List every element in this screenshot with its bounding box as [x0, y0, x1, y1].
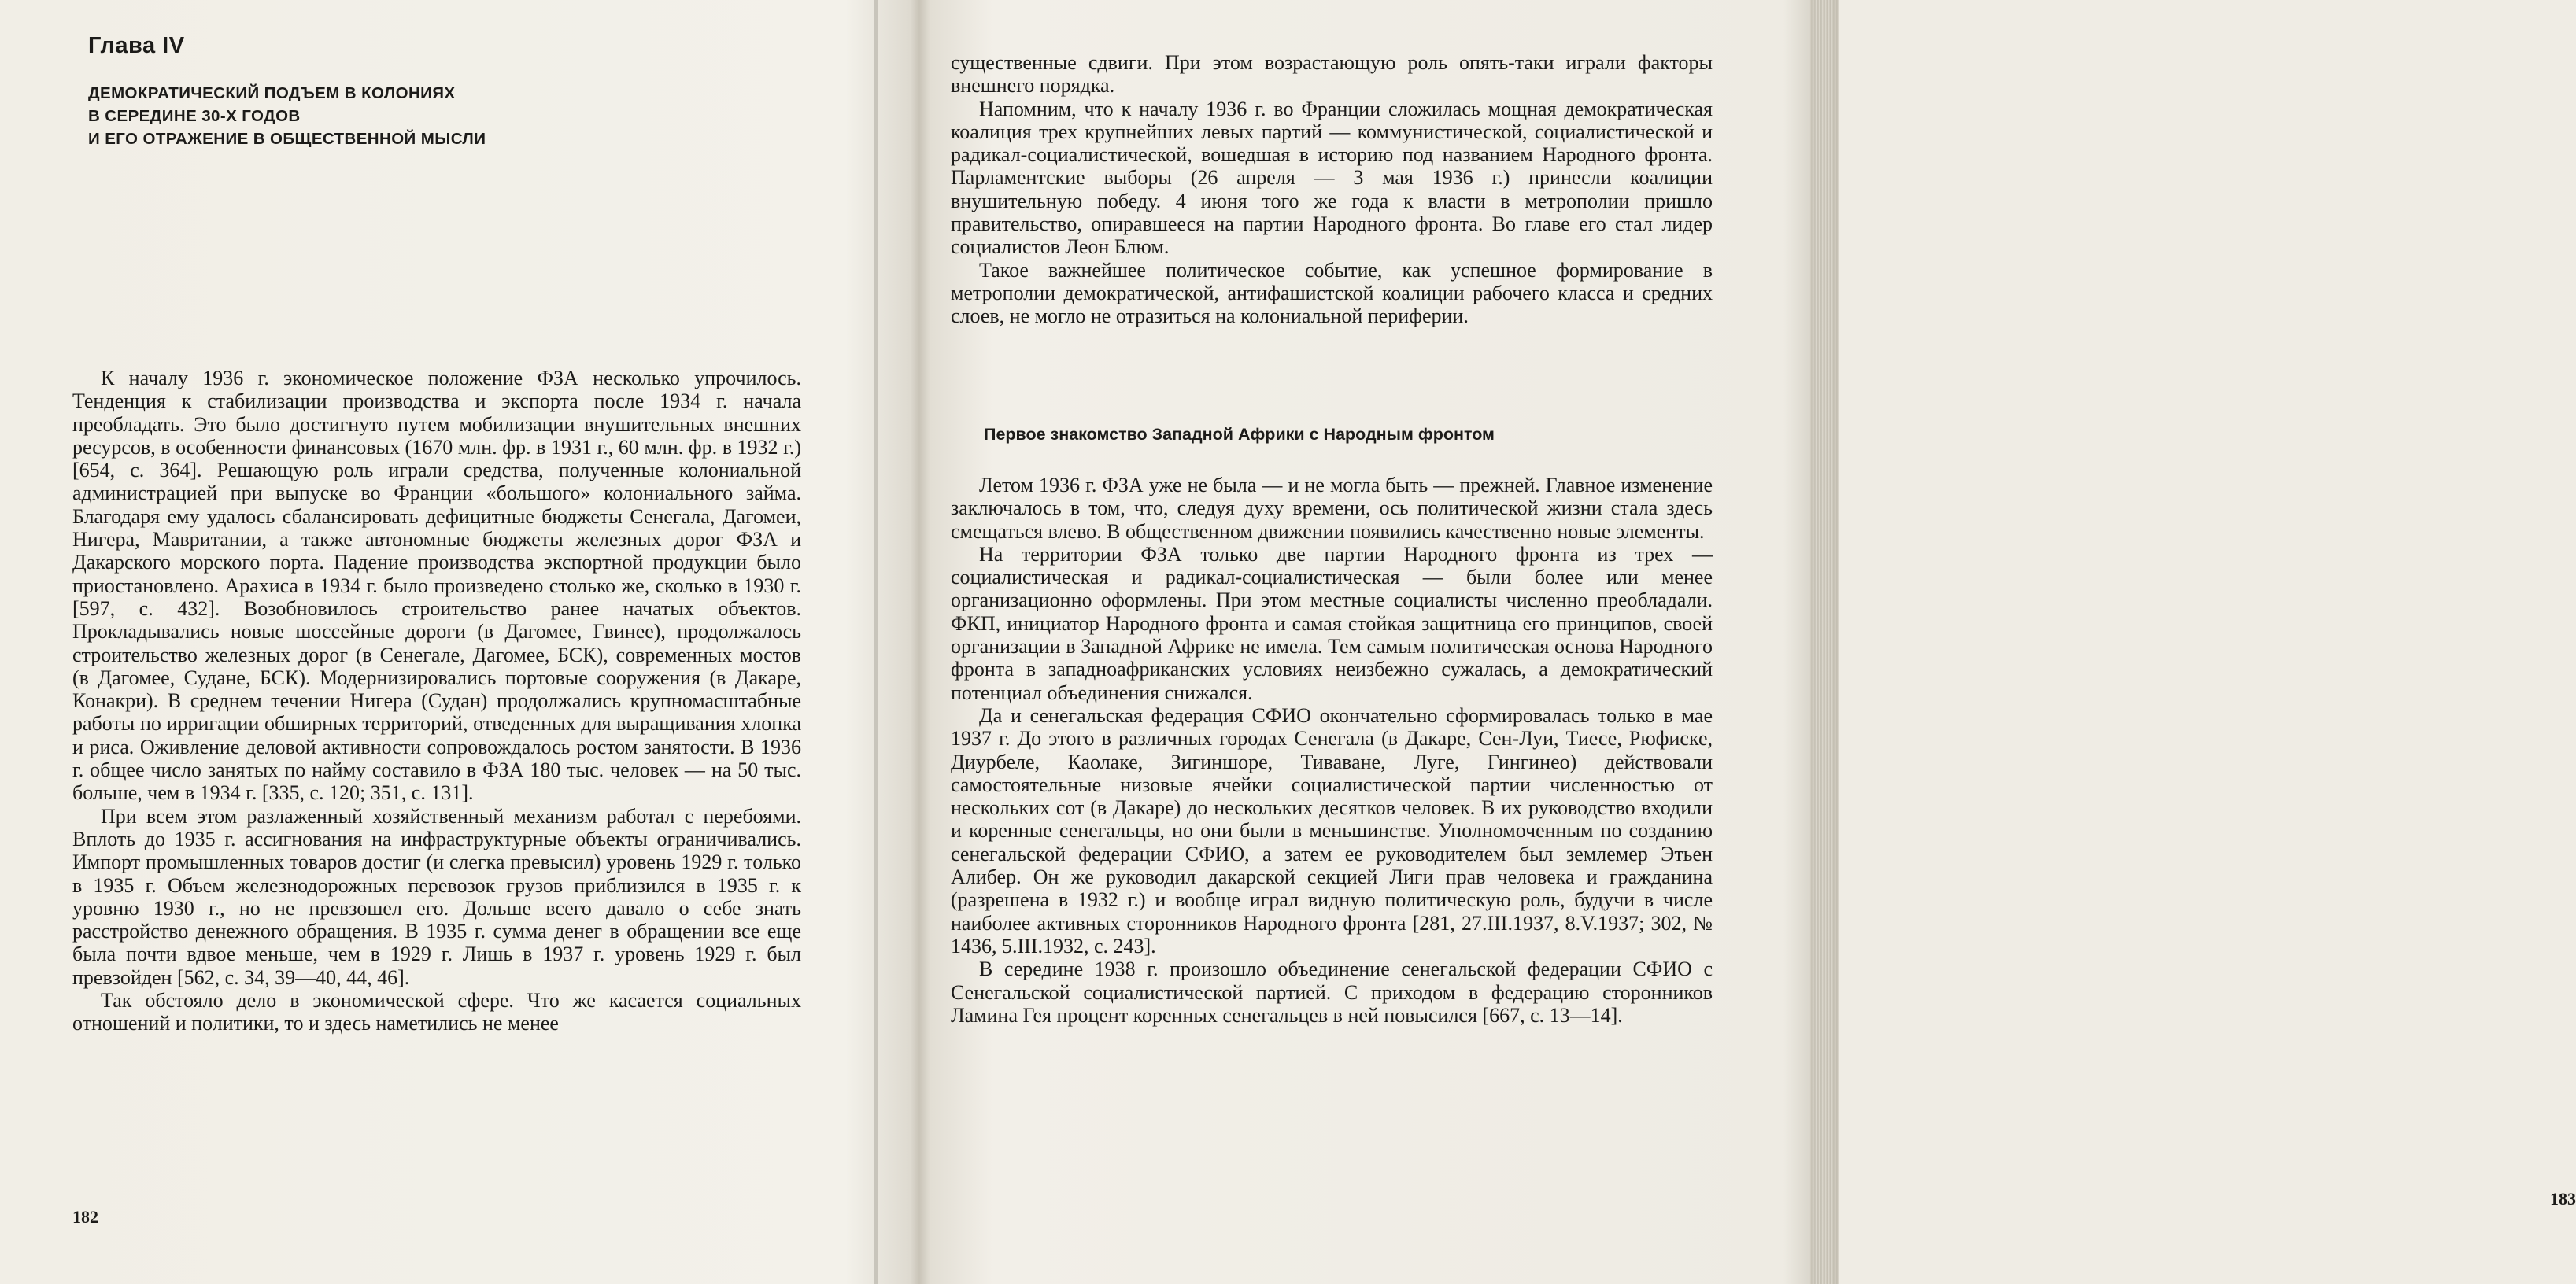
- paragraph: Такое важнейшее политическое событие, как успешное формирование в метрополии демократической, антифашистской коалиции рабочего класса и средних слоев, не могло не отразиться на колониальной периферии.: [951, 258, 1713, 328]
- paragraph: К началу 1936 г. экономическое положение ФЗА несколько упрочилось. Тенденция к стабилизации производства и экспорта после 1934 г. начала преобладать. Это было достигнуто путем мобилизации внушительных внешних ресурсов, в особенности финансовых (1670 млн. фр. в 1931 г., 60 млн. фр. в 1932 г.) [654, с. 364]. Решающую роль играли средства, полученные колониальной администрацией при выпуске во Франции «большого» колониального займа. Благодаря ему удалось сбалансировать дефицитные бюджеты Сенегала, Дагомеи, Нигера, Мавритании, а также автономные бюджеты железных дорог ФЗА и Дакарского морского порта. Падение производства экспортной продукции было приостановлено. Арахиса в 1934 г. было произведено столько же, сколько в 1930 г. [597, с. 432]. Возобновилось строительство ранее начатых объектов. Прокладывались новые шоссейные дороги (в Дагомее, Гвинее), продолжалось строительство железных дорог (в Сенегале, Дагомее, БСК), современных мостов (в Дагомее, Судане, БСК). Модернизировались портовые сооружения (в Дакаре, Конакри). В среднем течении Нигера (Судан) продолжались крупномасштабные работы по ирригации обширных территорий, отведенных для выращивания хлопка и риса. Оживление деловой активности сопровождалось ростом занятости. В 1936 г. общее число занятых по найму составило в ФЗА 180 тыс. человек — на 50 тыс. больше, чем в 1934 г. [335, с. 120; 351, с. 131].: [72, 367, 801, 805]
- paragraph: Так обстояло дело в экономической сфере. Что же касается социальных отношений и политики, то и здесь наметились не менее: [72, 989, 801, 1035]
- right-body-text-bottom: [951, 474, 1713, 1027]
- right-body-text-top: [951, 51, 1713, 328]
- chapter-heading: [88, 82, 655, 150]
- left-page: [0, 0, 881, 1284]
- section-subheading: Первое знакомство Западной Африки с Народным фронтом: [984, 425, 1495, 444]
- left-body-text: [72, 367, 801, 1035]
- paragraph: Летом 1936 г. ФЗА уже не была — и не могла быть — прежней. Главное изменение заключалось в том, что, следуя духу времени, ось политической жизни стала здесь смещаться влево. В общественном движении появились качественно новые элементы.: [951, 474, 1713, 543]
- paragraph: Да и сенегальская федерация СФИО окончательно сформировалась только в мае 1937 г. До этого в различных городах Сенегала (в Дакаре, Сен-Луи, Тиесе, Рюфиске, Диурбеле, Каолаке, Зигиншоре, Тиваване, Луге, Гингинео) действовали самостоятельные низовые ячейки социалистической партии численностью от нескольких сот (в Дакаре) до нескольких десятков человек. В их руководство входили и коренные сенегальцы, но они были в меньшинстве. Уполномоченным по созданию сенегальской федерации СФИО, а затем ее руководителем был землемер Этьен Алибер. Он же руководил дакарской секцией Лиги прав человека и гражданина (разрешена в 1932 г.) и вообще играл видную политическую роль, будучи в числе наиболее активных сторонников Народного фронта [281, 27.III.1937, 8.V.1937; 302, № 1436, 5.III.1932, с. 243].: [951, 703, 1713, 957]
- page-number-right: 183: [2550, 1189, 2576, 1208]
- paragraph: существенные сдвиги. При этом возрастающую роль опять-таки играли факторы внешнего порядка.: [951, 51, 1713, 98]
- chapter-heading-line: И ЕГО ОТРАЖЕНИЕ В ОБЩЕСТВЕННОЙ МЫСЛИ: [88, 130, 486, 148]
- paragraph: Напомним, что к началу 1936 г. во Франции сложилась мощная демократическая коалиция трех крупнейших левых партий — коммунистической, социалистической и радикал-социалистической, вошедшая в историю под названием Народного фронта. Парламентские выборы (26 апреля — 3 мая 1936 г.) принесли коалиции внушительную победу. 4 июня того же года к власти в метрополии пришло правительство, опиравшееся на партии Народного фронта. Во главе его стал лидер социалистов Леон Блюм.: [951, 97, 1713, 259]
- chapter-title: Глава IV: [88, 33, 185, 58]
- page-number-left: 182: [72, 1207, 98, 1227]
- paragraph: На территории ФЗА только две партии Народного фронта из трех — социалистическая и радикал-социалистическая — были более или менее организационно оформлены. При этом местные социалисты численно преобладали. ФКП, инициатор Народного фронта и самая стойкая защитница его принципов, своей организации в Западной Африке не имела. Тем самым политическая основа Народного фронта в западноафриканских условиях неизбежно сужалась, а демократический потенциал объединения снижался.: [951, 542, 1713, 704]
- chapter-heading-line: ДЕМОКРАТИЧЕСКИЙ ПОДЪЕМ В КОЛОНИЯХ: [88, 84, 456, 102]
- paragraph: В середине 1938 г. произошло объединение сенегальской федерации СФИО с Сенегальской социалистической партией. С приходом в федерацию сторонников Ламина Гея процент коренных сенегальцев в ней повысился [667, с. 13—14].: [951, 957, 1713, 1027]
- chapter-heading-line: В СЕРЕДИНЕ 30-Х ГОДОВ: [88, 107, 301, 125]
- right-page: [905, 0, 2576, 1284]
- paragraph: При всем этом разлаженный хозяйственный механизм работал с перебоями. Вплоть до 1935 г. ассигнования на инфраструктурные объекты ограничивались. Импорт промышленных товаров достиг (и слегка превысил) уровень 1929 г. только в 1935 г. Объем железнодорожных перевозок грузов приблизился в 1935 г. к уровню 1930 г., но не превзошел его. Дольше всего давало о себе знать расстройство денежного обращения. В 1935 г. сумма денег в обращении все еще была почти вдвое меньше, чем в 1929 г. Лишь в 1937 г. уровень 1929 г. был превзойден [562, с. 34, 39—40, 44, 46].: [72, 804, 801, 989]
